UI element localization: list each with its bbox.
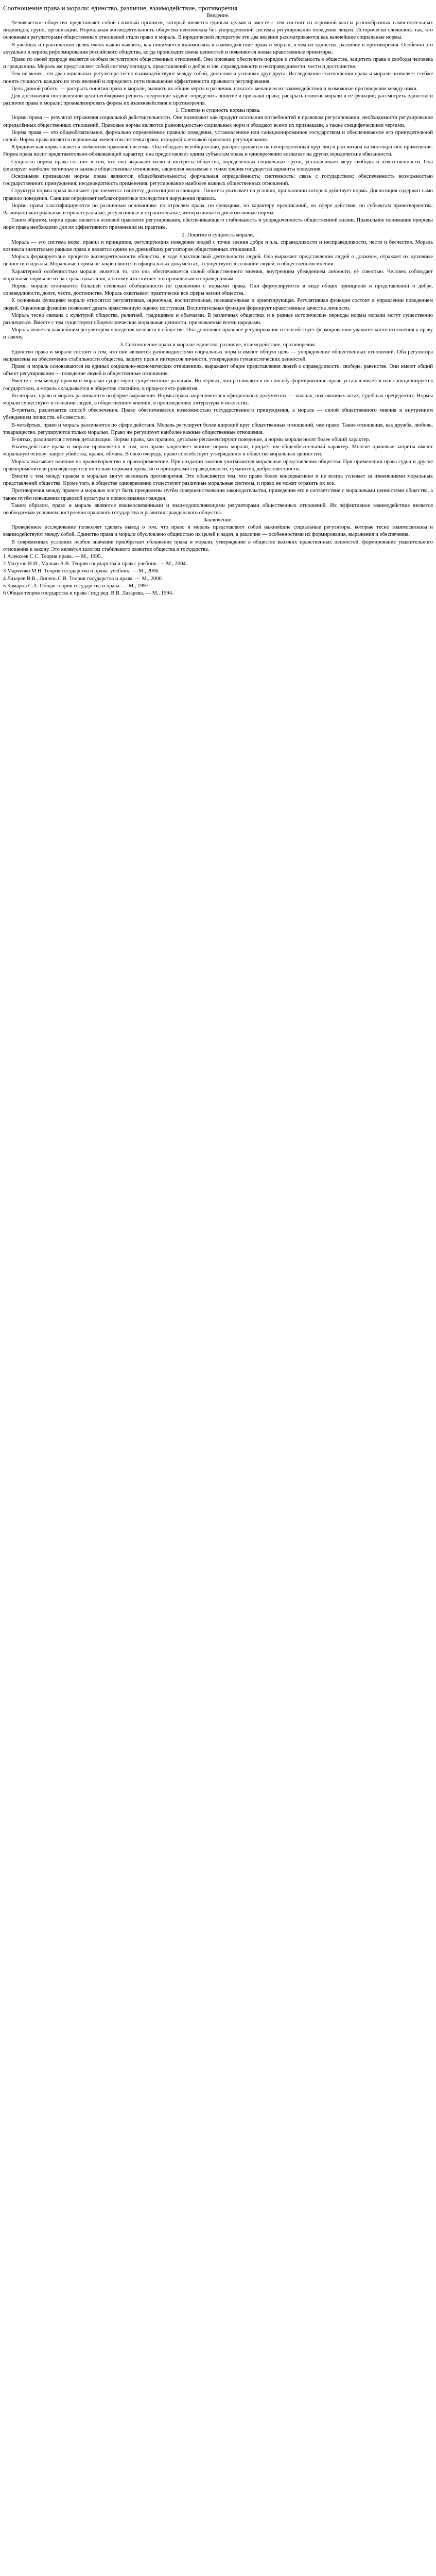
paragraph: Тем не менее, эти два социальных регулятора тесно взаимодействуют между собой, дополняя и усиливая друг друга. Исследование соотношения права и морали позволяет глубже понять сущность каждого из этих явлений и определить пути повышения эффективности правового регулирования. (3, 71, 433, 84)
paragraph: Нормы права — результат отражения социальной действительности. Они возникают как продукт осознания потребностей в правовом регулировании, необходимости регулирования определённых общественных отношений. Правовые нормы являются разновидностью социальных норм и обладают всеми их признаками, а также специфическими чертами. (3, 115, 433, 128)
paragraph: Мораль оказывает влияние на правотворчество и правоприменение. При создании законов учитываются моральные представления общества. При применении права судьи и другие правоприменители руководствуются не только нормами права, но и принципами справедливости, гуманизма, добросовестности. (3, 459, 433, 472)
paragraph: Цель данной работы — раскрыть понятия права и морали, выявить их общие черты и различия, показать механизм их взаимодействия и возможные противоречия между ними. (11, 86, 418, 92)
reference-item: 3 Марченко М.Н. Теория государства и права: учебник. — М., 2006. (3, 568, 160, 574)
paragraph: Таким образом, норма права является основой правового регулирования, обеспечивающего стабильность и упорядоченность общественной жизни. Правильное понимание природы норм права необходимо для их эффективного применения на практике. (3, 217, 433, 231)
section-heading: 2. Понятие и сущность морали. (182, 232, 254, 238)
document-title: Соотношение права и морали: единство, различие, взаимодействие, противоречия (3, 4, 238, 12)
section-heading: 1. Понятие и сущность нормы права. (175, 108, 261, 114)
document-body (3, 12, 433, 553)
paragraph: Норма права — это общеобязательное, формально определённое правило поведения, установленное или санкционированное государством и обеспечиваемое его принудительной силой. Норма права является первичным элементом системы права, исходной клеточкой правового регулирования. (3, 129, 433, 143)
reference-item: 6 Общая теория государства и права / под ред. В.В. Лазарева. — М., 1994. (3, 590, 173, 597)
paragraph: Юридическая норма является элементом правовой системы. Она обладает всеобщностью, распространяется на неопределённый круг лиц и рассчитана на многократное применение. Норма права носит представительно-обязывающий характер: она предоставляет одним субъектам права и одновременно возлагает на других юридические обязанности. (3, 144, 433, 158)
paragraph: В-четвёртых, право и мораль различаются по сфере действия. Мораль регулирует более широкий круг общественных отношений, чем право. Такие отношения, как дружба, любовь, товарищество, регулируются только моралью. Право же регулирует наиболее важные общественные отношения. (3, 422, 433, 435)
paragraph: Сущность нормы права состоит в том, что она выражает волю и интересы общества, определённых социальных групп, устанавливает меру свободы и ответственности. Она фиксирует наиболее типичные и важные общественные отношения, закрепляя желаемые с точки зрения государства варианты поведения. (3, 159, 433, 172)
paragraph: Основными признаками нормы права являются: общеобязательность; формальная определённость; системность; связь с государством; обеспеченность возможностью государственного принуждения; неоднократность применения; регулирование наиболее важных общественных отношений. (3, 174, 433, 187)
paragraph: Для достижения поставленной цели необходимо решить следующие задачи: определить понятие и признаки права; раскрыть понятие морали и её функции; рассмотреть единство и различие права и морали; проанализировать формы их взаимодействия и противоречия. (3, 93, 433, 107)
reference-item: 2 Матузов Н.И., Малько А.В. Теория государства и права: учебник. — М., 2004. (3, 561, 187, 567)
paragraph: Нормы права классифицируются по различным основаниям: по отраслям права, по функциям, по характеру предписаний, по сфере действия, по субъектам правотворчества. Различают материальные и процессуальные, регулятивные и охранительные, императивные и диспозитивные нормы. (3, 202, 433, 216)
section-heading: Заключение. (203, 517, 233, 523)
paragraph: Нормы морали отличаются большей степенью обобщённости по сравнению с нормами права. Они формулируются в виде общих принципов и представлений о добре, справедливости, долге, чести, достоинстве. Мораль охватывает практически все сферы жизни общества. (3, 283, 433, 297)
paragraph: Вместе с тем между правом и моралью существуют существенные различия. Во-первых, они различаются по способу формирования: право устанавливается или санкционируется государством, а мораль складывается в обществе стихийно, в процессе его развития. (3, 378, 433, 392)
reference-item: 1 Алексеев С.С. Теория права. — М., 1995. (3, 554, 102, 560)
paragraph: Человеческое общество представляет собой сложный организм, который является единым целым и вместе с тем состоит из огромной массы разнообразных самостоятельных индивидов, групп, организаций. Нормальная жизнедеятельность общества невозможна без упорядоченной системы регулирования поведения людей. Исторически сложилось так, что основными регуляторами общественных отношений стали право и мораль. В юридической литературе эти два явления рассматриваются как важнейшие социальные нормы. (3, 20, 433, 41)
paragraph: Право и мораль основываются на единых социально-экономических отношениях, выражают общие представления людей о справедливости, свободе, равенстве. Они имеют общий объект регулирования — поведение людей и общественные отношения. (3, 363, 433, 377)
paragraph: В-третьих, различается способ обеспечения. Право обеспечивается возможностью государственного принуждения, а мораль — силой общественного мнения и внутренним убеждением личности, её совестью. (3, 408, 433, 421)
paragraph: Мораль является важнейшим регулятором поведения человека в обществе. Она дополняет правовое регулирование и способствует формированию уважительного отношения к праву и закону. (3, 327, 433, 341)
paragraph: Структура нормы права включает три элемента: гипотезу, диспозицию и санкцию. Гипотеза указывает на условия, при наличии которых действует норма. Диспозиция содержит само правило поведения. Санкция определяет неблагоприятные последствия нарушения правила. (3, 188, 433, 201)
paragraph: Проведённое исследование позволяет сделать вывод о том, что право и мораль представляют собой важнейшие социальные регуляторы, которые тесно взаимосвязаны и взаимодействуют между собой. Единство права и морали обусловлено общностью их целей и задач, а различие — особенностями их формирования, выражения и обеспечения. (3, 524, 433, 538)
references-list (3, 553, 433, 597)
paragraph: Характерной особенностью морали является то, что она обеспечивается силой общественного мнения, внутренним убеждением личности, её совестью. Человек соблюдает моральные нормы не из-за страха наказания, а потому что считает это правильным и справедливым. (3, 268, 433, 282)
paragraph: Взаимодействие права и морали проявляется в том, что право закрепляет многие нормы морали, придаёт им общеобязательный характер. Многие правовые запреты имеют моральную основу: запрет убийства, кражи, обмана. В свою очередь, право способствует утверждению в обществе моральных ценностей. (3, 444, 433, 457)
reference-item: 5 Комаров С.А. Общая теория государства и права. — М., 1997. (3, 583, 150, 589)
reference-item: 4 Лазарев В.В., Липень С.В. Теория государства и права. — М., 2000. (3, 575, 163, 582)
paragraph: Мораль формируется в процессе жизнедеятельности общества, в ходе практической деятельности людей. Она выражает представления людей о должном, отражает их духовные ценности и идеалы. Моральные нормы не закрепляются в официальных документах, а существуют в сознании людей, в общественном мнении. (3, 254, 433, 267)
paragraph: Вместе с тем между правом и моралью могут возникать противоречия. Это объясняется тем, что право более консервативно и не всегда успевает за изменениями моральных представлений общества. Кроме того, в обществе одновременно существуют различные моральные системы, и право не может отразить их все. (3, 473, 433, 487)
paragraph: Противоречия между правом и моралью могут быть преодолены путём совершенствования законодательства, приведения его в соответствие с моральными ценностями общества, а также путём повышения правовой культуры и правосознания граждан. (3, 488, 433, 501)
paragraph: В учебных и практических целях очень важно выявить, как понимается взаимосвязь и взаимодействие права и морали, в чём их единство, различие и противоречия. Особенно это актуально в период реформирования российского общества, когда происходит смена ценностей и появляются новые нравственные ориентиры. (3, 42, 433, 55)
paragraph: Единство права и морали состоит в том, что они являются разновидностями социальных норм и имеют общую цель — упорядочение общественных отношений. Оба регулятора направлены на обеспечение стабильности общества, защиту прав и интересов личности, утверждение гуманистических ценностей. (3, 349, 433, 362)
paragraph: Мораль — это система норм, правил и принципов, регулирующих поведение людей с точки зрения добра и зла, справедливости и несправедливости, чести и бесчестия. Мораль возникла значительно раньше права и является одним из древнейших регуляторов общественных отношений. (3, 239, 433, 252)
paragraph: К основным функциям морали относятся: регулятивная, оценочная, воспитательная, познавательная и ориентирующая. Регулятивная функция состоит в управлении поведением людей. Оценочная функция позволяет давать нравственную оценку поступкам. Воспитательная функция формирует нравственные качества личности. (3, 298, 433, 311)
paragraph: Право по своей природе является особым регулятором общественных отношений. Оно призвано обеспечить порядок и стабильность в обществе, защитить права и свободы человека и гражданина. Мораль же представляет собой систему взглядов, представлений о добре и зле, справедливости и несправедливости, чести и достоинстве. (3, 57, 433, 70)
paragraph: Во-вторых, право и мораль различаются по форме выражения. Нормы права закрепляются в официальных документах — законах, подзаконных актах, судебных прецедентах. Нормы морали существуют в сознании людей, в общественном мнении, в произведениях литературы и искусства. (3, 393, 433, 406)
section-heading: 3. Соотношение права и морали: единство, различие, взаимодействие, противоречия. (120, 342, 316, 348)
paragraph: Мораль тесно связана с культурой общества, религией, традициями и обычаями. В различных обществах и в разные исторические периоды нормы морали могут существенно различаться. Вместе с тем существуют общечеловеческие моральные ценности, признаваемые всеми народами. (3, 312, 433, 326)
paragraph: В-пятых, различается степень детализации. Нормы права, как правило, детально регламентируют поведение, а нормы морали носят более общий характер. (11, 436, 370, 443)
section-heading: Введение. (206, 13, 230, 19)
paragraph: В современных условиях особое значение приобретает сближение права и морали, утверждение в обществе высоких нравственных ценностей, формирование уважительного отношения к закону. Это является залогом стабильного развития общества и государства. (3, 539, 433, 552)
document-page (0, 0, 436, 597)
paragraph: Таким образом, право и мораль являются взаимосвязанными и взаимодополняющими регуляторами общественных отношений. Их эффективное взаимодействие является необходимым условием построения правового государства и развития гражданского общества. (3, 502, 433, 516)
